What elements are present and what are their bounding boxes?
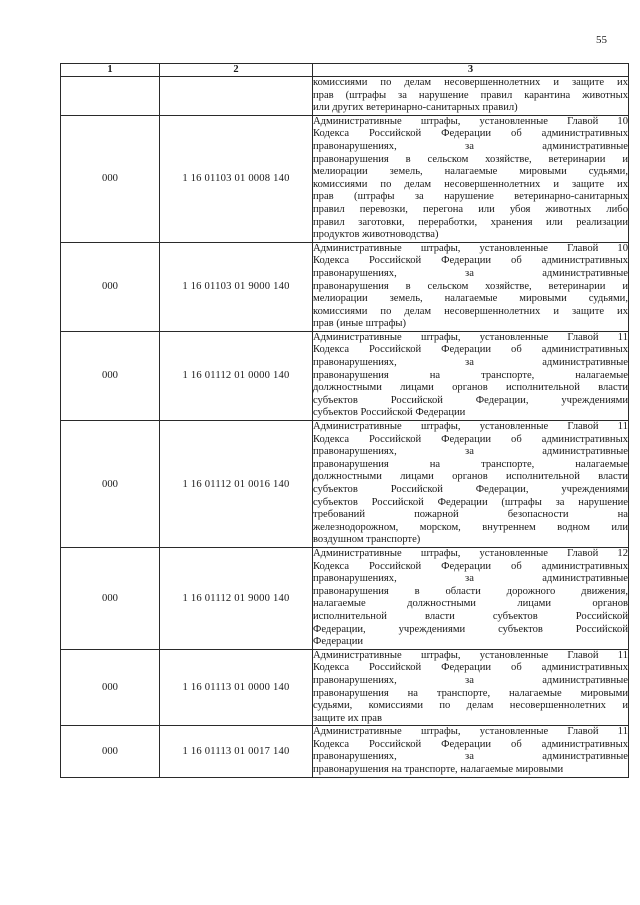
table-row	[61, 421, 629, 548]
description-line: правил заготовки, переработки, хранения или реализации	[313, 216, 628, 228]
description-line: правонарушения на транспорте, налагаемые	[313, 369, 628, 381]
description-line: Кодекса Российской Федерации об административных	[313, 128, 628, 140]
description-line: или других ветеринарно-санитарных правил)	[313, 102, 518, 114]
description-cell	[313, 649, 629, 726]
description-line: прав (штрафы за нарушение ветеринарно-санитарных	[313, 191, 628, 203]
description-line: Административные штрафы, установленные Главой 12	[313, 547, 628, 559]
budget-classification-code-cell: 1 16 01103 01 0008 140	[160, 115, 313, 242]
description-line: субъектов Российской Федерации (штрафы за нарушение	[313, 496, 628, 508]
description-line: мелиорации земель, налагаемые мировыми судьями,	[313, 166, 628, 178]
table-body	[61, 77, 629, 778]
description-line: правонарушениях, за административные	[313, 674, 628, 686]
description-line: правонарушения в сельском хозяйстве, ветеринарии и	[313, 280, 628, 292]
description-line: комиссиями по делам несовершеннолетних и защите их	[313, 178, 628, 190]
admin-code-cell: 000	[61, 331, 160, 420]
admin-code-cell: 000	[61, 649, 160, 726]
description-line: Кодекса Российской Федерации об административных	[313, 738, 628, 750]
description-line: Кодекса Российской Федерации об административных	[313, 662, 628, 674]
description-line: прав (иные штрафы)	[313, 318, 407, 330]
description-line: судьями, комиссиями по делам несовершеннолетних и	[313, 700, 628, 712]
table-row	[61, 726, 629, 777]
admin-code-cell: 000	[61, 115, 160, 242]
admin-code-cell: 000	[61, 421, 160, 548]
description-line: субъектов Российской Федерации	[313, 407, 466, 419]
description-line: Кодекса Российской Федерации об административных	[313, 255, 628, 267]
admin-code-cell: 000	[61, 547, 160, 649]
description-line: Административные штрафы, установленные Главой 11	[313, 421, 628, 433]
description-line: правонарушения в области дорожного движения,	[313, 585, 628, 597]
header-col-3: 3	[313, 64, 629, 77]
budget-classification-code-cell: 1 16 01113 01 0000 140	[160, 649, 313, 726]
description-line: Кодекса Российской Федерации об административных	[313, 560, 628, 572]
description-cell	[313, 331, 629, 420]
description-line: Административные штрафы, установленные Главой 10	[313, 115, 628, 127]
admin-code-cell: 000	[61, 726, 160, 777]
description-line: требований пожарной безопасности на	[313, 509, 628, 521]
description-line: правонарушения в сельском хозяйстве, ветеринарии и	[313, 153, 628, 165]
description-line: Кодекса Российской Федерации об административных	[313, 344, 628, 356]
header-col-2: 2	[160, 64, 313, 77]
table-row	[61, 649, 629, 726]
description-line: правил перевозки, перегона или убоя животных либо	[313, 203, 628, 215]
description-cell	[313, 115, 629, 242]
budget-classification-code-cell: 1 16 01103 01 9000 140	[160, 242, 313, 331]
description-line: правонарушения на транспорте, налагаемые мировыми	[313, 687, 628, 699]
description-line: должностными лицами органов исполнительной власти	[313, 382, 628, 394]
page-number: 55	[596, 34, 607, 46]
admin-code-cell	[61, 77, 160, 116]
description-line: правонарушениях, за административные	[313, 446, 628, 458]
description-line: Кодекса Российской Федерации об административных	[313, 433, 628, 445]
admin-code-cell: 000	[61, 242, 160, 331]
description-line: воздушном транспорте)	[313, 534, 421, 546]
header-col-1: 1	[61, 64, 160, 77]
table-row	[61, 242, 629, 331]
budget-classification-code-cell	[160, 77, 313, 116]
description-line: защите их прав	[313, 712, 382, 724]
description-line: Административные штрафы, установленные Главой 11	[313, 649, 628, 661]
budget-classification-code-cell: 1 16 01113 01 0017 140	[160, 726, 313, 777]
description-line: комиссиями по делам несовершеннолетних и защите их	[313, 77, 628, 88]
description-line: Административные штрафы, установленные Главой 10	[313, 242, 628, 254]
table-row	[61, 331, 629, 420]
description-line: мелиорации земель, налагаемые мировыми судьями,	[313, 293, 628, 305]
table-header-row	[61, 64, 629, 77]
description-cell	[313, 421, 629, 548]
budget-classification-code-cell: 1 16 01112 01 9000 140	[160, 547, 313, 649]
description-line: железнодорожном, морском, внутреннем водном или	[313, 521, 628, 533]
table-row	[61, 547, 629, 649]
description-line: комиссиями по делам несовершеннолетних и защите их	[313, 305, 628, 317]
budget-classification-code-cell: 1 16 01112 01 0016 140	[160, 421, 313, 548]
description-line: налагаемые должностными лицами органов	[313, 598, 628, 610]
budget-classification-code-cell: 1 16 01112 01 0000 140	[160, 331, 313, 420]
description-line: должностными лицами органов исполнительной власти	[313, 471, 628, 483]
description-line: правонарушениях, за административные	[313, 267, 628, 279]
description-line: правонарушениях, за административные	[313, 751, 628, 763]
description-line: правонарушениях, за административные	[313, 573, 628, 585]
description-cell	[313, 77, 629, 116]
description-line: Административные штрафы, установленные Главой 11	[313, 726, 628, 738]
description-line: Федерации	[313, 636, 364, 648]
table-row	[61, 115, 629, 242]
description-line: правонарушения на транспорте, налагаемые мировыми	[313, 764, 564, 776]
description-cell	[313, 726, 629, 777]
description-line: прав (штрафы за нарушение правил карантина животных	[313, 89, 628, 101]
table-row	[61, 77, 629, 116]
description-line: Федерации, учреждениями субъектов Российской	[313, 623, 628, 635]
description-line: продуктов животноводства)	[313, 229, 439, 241]
description-line: правонарушениях, за административные	[313, 140, 628, 152]
description-line: правонарушения на транспорте, налагаемые	[313, 458, 628, 470]
description-line: субъектов Российской Федерации, учреждениями	[313, 394, 628, 406]
description-line: правонарушениях, за административные	[313, 357, 628, 369]
description-cell	[313, 242, 629, 331]
description-line: субъектов Российской Федерации, учреждениями	[313, 484, 628, 495]
description-line: Административные штрафы, установленные Главой 11	[313, 331, 628, 343]
description-cell	[313, 547, 629, 649]
budget-codes-table	[60, 63, 629, 778]
description-line: исполнительной власти субъектов Российской	[313, 610, 628, 622]
